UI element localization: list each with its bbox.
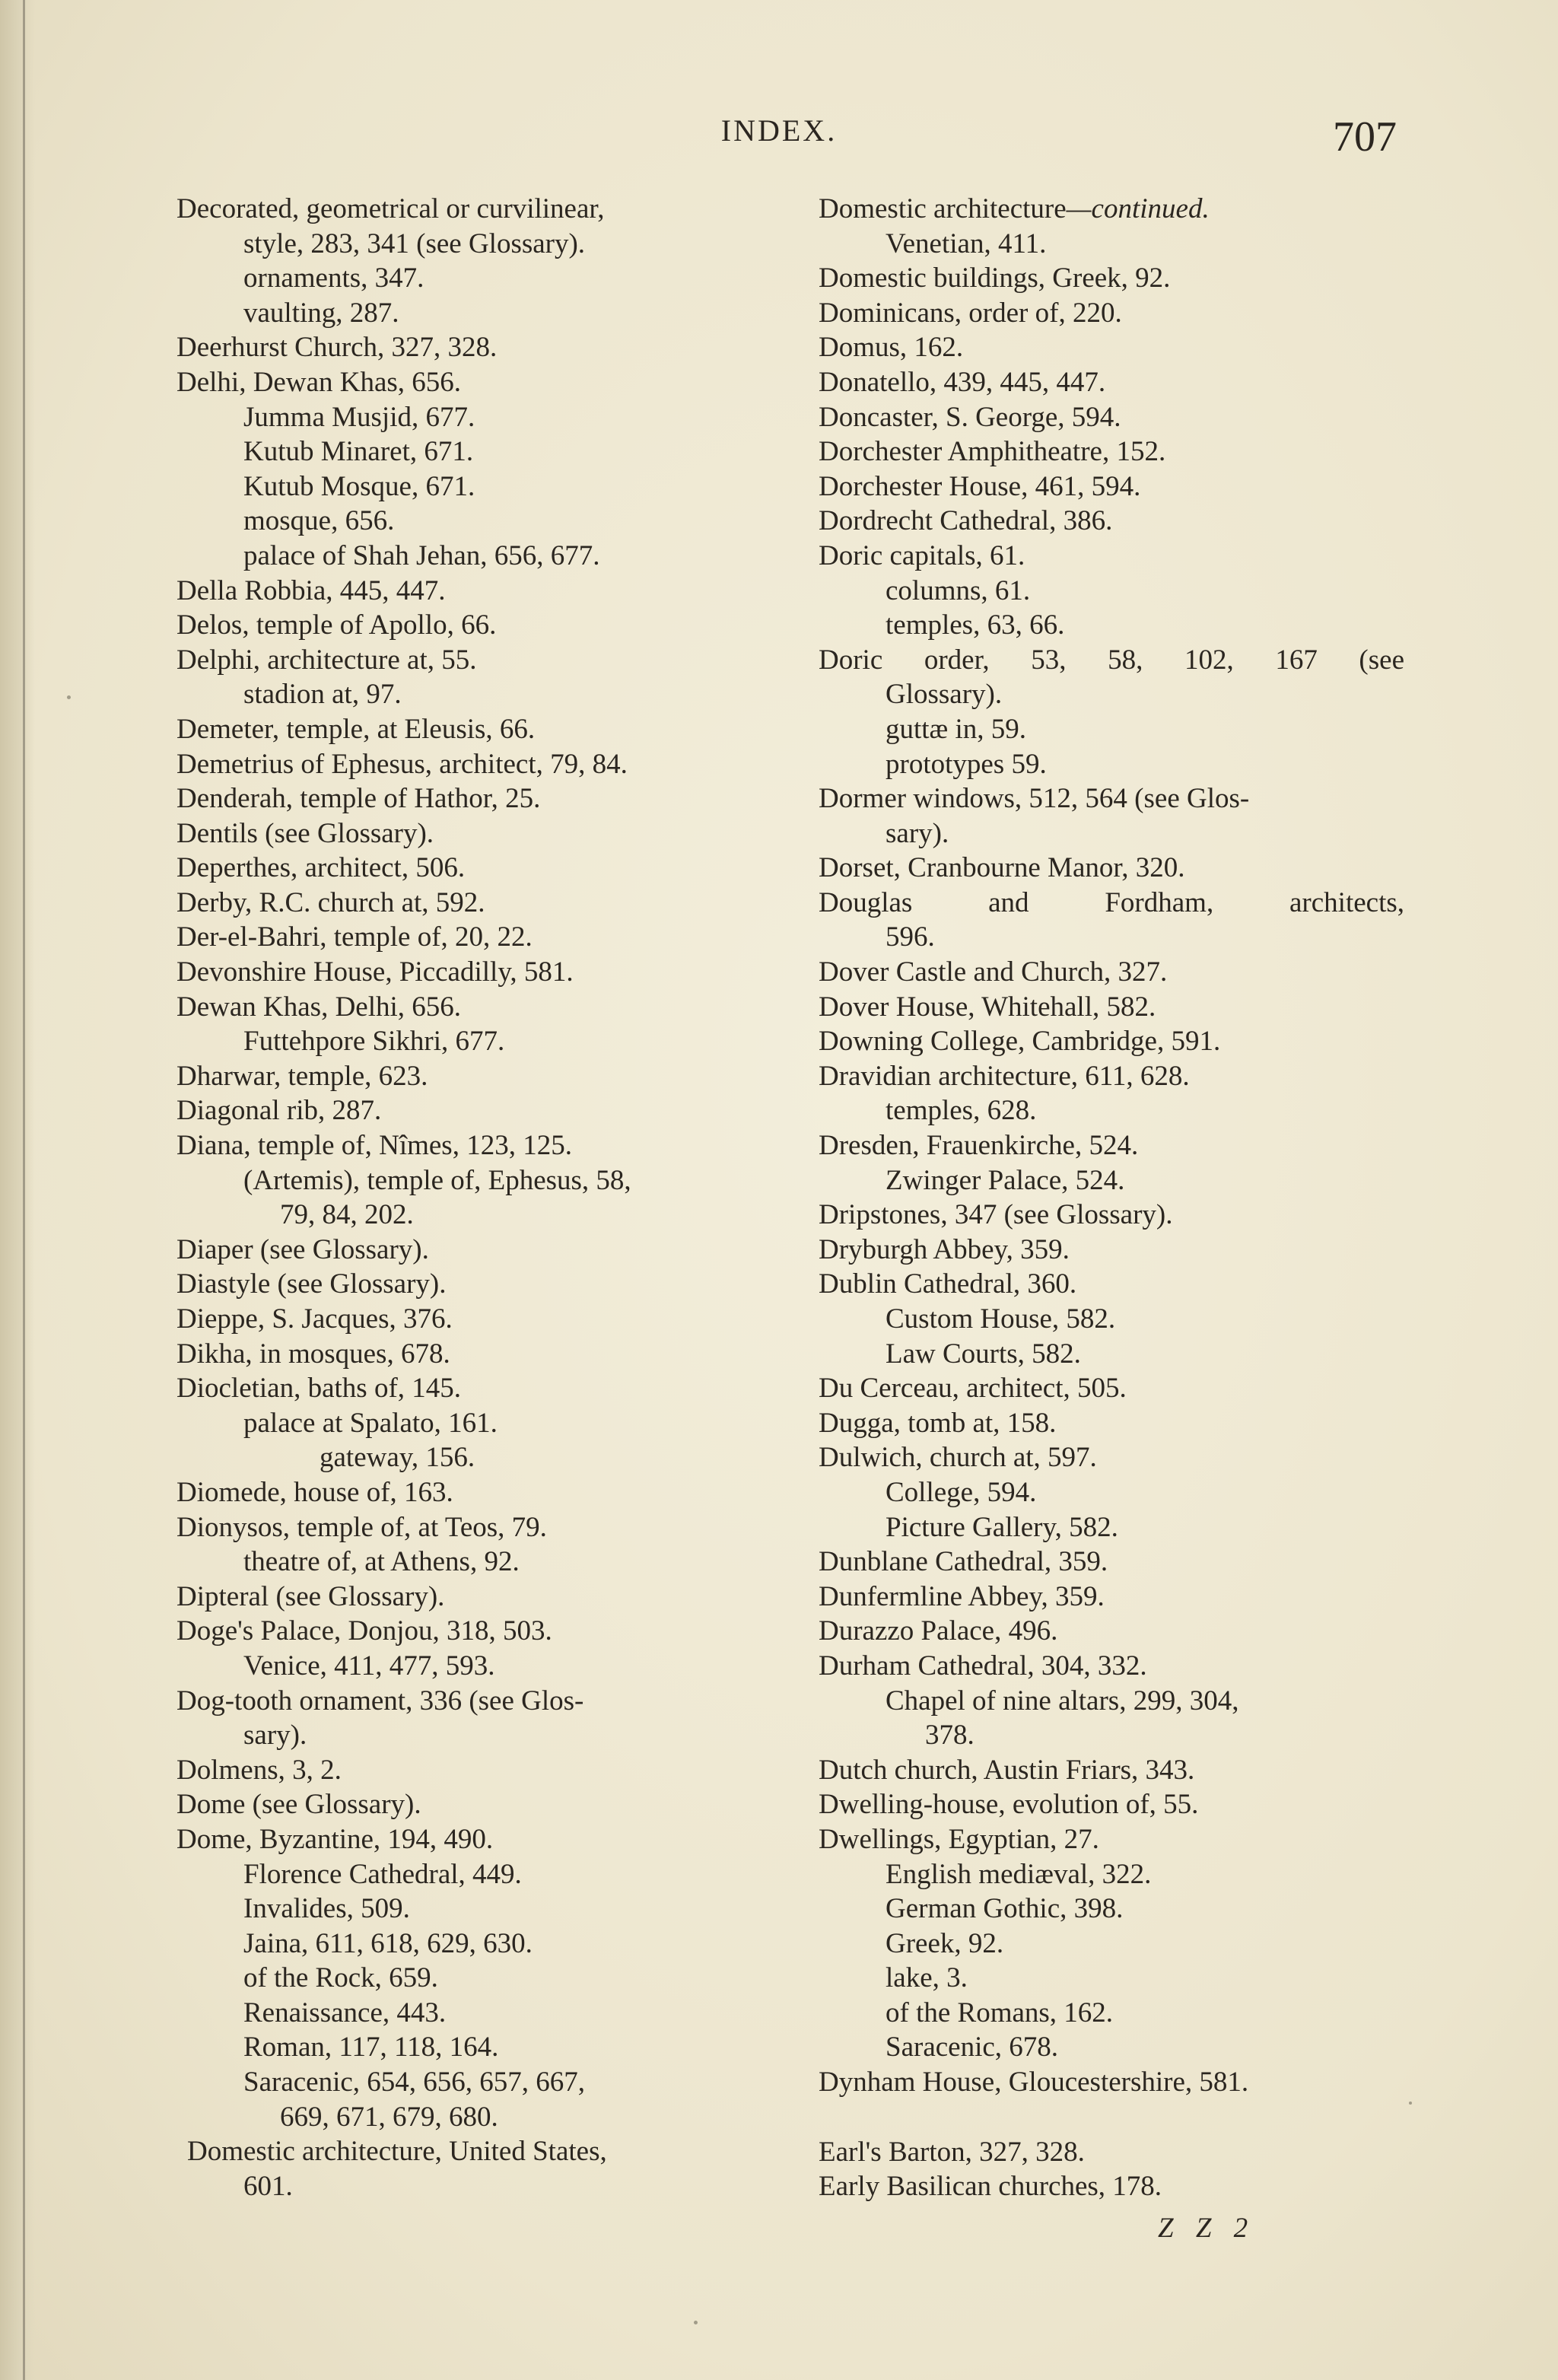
binding-edge	[23, 0, 25, 2380]
index-entry: Delphi, architecture at, 55.	[176, 644, 477, 676]
index-entry: Dwelling-house, evolution of, 55.	[819, 1789, 1199, 1821]
index-subentry: mosque, 656.	[243, 505, 395, 537]
printer-signature-mark: Z Z 2	[1158, 2213, 1256, 2244]
index-subentry: Renaissance, 443.	[243, 1997, 447, 2028]
index-subentry: English mediæval, 322.	[886, 1858, 1152, 1890]
index-subentry: stadion at, 97.	[243, 679, 402, 711]
index-entry: Dome, Byzantine, 194, 490.	[176, 1823, 494, 1855]
index-entry: Dutch church, Austin Friars, 343.	[819, 1754, 1195, 1786]
index-subentry: palace of Shah Jehan, 656, 677.	[243, 539, 600, 571]
index-entry: Deperthes, architect, 506.	[176, 852, 466, 884]
paper-speck	[694, 2321, 698, 2324]
index-entry: Doric order, 53, 58, 102, 167 (see	[819, 644, 1404, 676]
index-entry: Della Robbia, 445, 447.	[176, 574, 446, 606]
index-subentry: Saracenic, 654, 656, 657, 667,	[243, 2067, 586, 2098]
index-entry: Dome (see Glossary).	[176, 1789, 421, 1821]
index-entry-continuation: style, 283, 341 (see Glossary).	[243, 228, 586, 259]
index-entry: Early Basilican churches, 178.	[819, 2171, 1162, 2203]
index-entry: Dorchester Amphitheatre, 152.	[819, 436, 1166, 468]
index-subentry: Kutub Mosque, 671.	[243, 470, 475, 502]
index-subentry: Jaina, 611, 618, 629, 630.	[243, 1927, 533, 1959]
index-subentry: temples, 628.	[886, 1095, 1037, 1127]
index-entry: Du Cerceau, architect, 505.	[819, 1373, 1127, 1405]
index-column-right	[819, 192, 1404, 2204]
index-entry: Dipteral (see Glossary).	[176, 1580, 445, 1612]
index-subentry: prototypes 59.	[886, 748, 1047, 780]
index-entry: Downing College, Cambridge, 591.	[819, 1026, 1221, 1058]
index-entry: Domestic architecture, United States,	[187, 2136, 607, 2168]
index-subentry: vaulting, 287.	[243, 297, 399, 329]
index-entry: Dentils (see Glossary).	[176, 817, 434, 849]
index-entry: Dripstones, 347 (see Glossary).	[819, 1199, 1173, 1231]
binding-gutter	[0, 0, 35, 2380]
index-entry: Dominicans, order of, 220.	[819, 297, 1122, 329]
index-subentry: guttæ in, 59.	[886, 713, 1027, 745]
index-entry: Dormer windows, 512, 564 (see Glos-	[819, 783, 1250, 815]
index-entry: Domus, 162.	[819, 332, 964, 364]
index-entry: Deerhurst Church, 327, 328.	[176, 332, 498, 364]
index-entry: Decorated, geometrical or curvilinear,	[176, 193, 605, 224]
index-entry: Earl's Barton, 327, 328.	[819, 2136, 1085, 2168]
letter-section-break	[819, 2100, 1404, 2135]
index-entry: Dorset, Cranbourne Manor, 320.	[819, 852, 1185, 884]
index-entry: Diomede, house of, 163.	[176, 1476, 453, 1508]
index-entry: Delos, temple of Apollo, 66.	[176, 609, 497, 641]
index-entry: Dulwich, church at, 597.	[819, 1442, 1097, 1474]
index-subentry: (Artemis), temple of, Ephesus, 58,	[243, 1164, 631, 1196]
index-entry: Dieppe, S. Jacques, 376.	[176, 1303, 453, 1335]
index-subentry: lake, 3.	[886, 1962, 968, 1994]
index-entry: Demetrius of Ephesus, architect, 79, 84.	[176, 748, 628, 780]
index-entry-heading	[819, 192, 1404, 227]
page-number: 707	[1333, 113, 1397, 161]
index-subentry: ornaments, 347.	[243, 262, 424, 294]
index-entry: Donatello, 439, 445, 447.	[819, 366, 1106, 398]
index-entry: Durham Cathedral, 304, 332.	[819, 1650, 1147, 1682]
index-entry: Dordrecht Cathedral, 386.	[819, 505, 1113, 537]
index-entry: Durazzo Palace, 496.	[819, 1615, 1058, 1647]
index-subentry: Chapel of nine altars, 299, 304,	[886, 1685, 1239, 1717]
index-entry: Demeter, temple, at Eleusis, 66.	[176, 713, 536, 745]
index-entry: Domestic buildings, Greek, 92.	[819, 262, 1171, 294]
heading-text: Domestic architecture	[819, 193, 1067, 224]
index-entry: Dionysos, temple of, at Teos, 79.	[176, 1511, 547, 1543]
index-entry-continuation: 378.	[925, 1720, 975, 1752]
index-subentry: Greek, 92.	[886, 1927, 1004, 1959]
index-subentry: Florence Cathedral, 449.	[243, 1858, 522, 1890]
index-entry: Dewan Khas, Delhi, 656.	[176, 991, 462, 1023]
index-entry: Dunblane Cathedral, 359.	[819, 1546, 1108, 1578]
index-entry: Dikha, in mosques, 678.	[176, 1338, 450, 1370]
index-entry: Dublin Cathedral, 360.	[819, 1268, 1077, 1300]
index-entry: Doge's Palace, Donjou, 318, 503.	[176, 1615, 552, 1647]
index-subentry: columns, 61.	[886, 574, 1031, 606]
index-subentry: Custom House, 582.	[886, 1303, 1116, 1335]
index-entry-continuation: 79, 84, 202.	[280, 1199, 414, 1231]
index-subentry: Roman, 117, 118, 164.	[243, 2032, 499, 2063]
index-entry: Dover Castle and Church, 327.	[819, 956, 1168, 988]
index-entry: Diocletian, baths of, 145.	[176, 1373, 462, 1405]
index-entry: Derby, R.C. church at, 592.	[176, 886, 485, 918]
index-subentry: Venetian, 411.	[886, 228, 1047, 259]
index-subentry: Saracenic, 678.	[886, 2032, 1059, 2063]
index-entry: Der-el-Bahri, temple of, 20, 22.	[176, 921, 533, 953]
index-entry: Dryburgh Abbey, 359.	[819, 1233, 1070, 1265]
index-entry: Dunfermline Abbey, 359.	[819, 1580, 1105, 1612]
index-entry-continuation: 669, 671, 679, 680.	[280, 2101, 498, 2133]
index-column-left	[176, 192, 777, 2203]
index-subentry: German Gothic, 398.	[886, 1893, 1124, 1925]
index-subentry: Picture Gallery, 582.	[886, 1511, 1118, 1543]
index-subentry: Invalides, 509.	[243, 1893, 410, 1925]
index-entry: Douglas and Fordham, architects,	[819, 886, 1404, 918]
index-entry: Dover House, Whitehall, 582.	[819, 991, 1156, 1023]
paper-speck	[1409, 2102, 1412, 2105]
index-subentry: Zwinger Palace, 524.	[886, 1164, 1125, 1196]
index-entry: Diastyle (see Glossary).	[176, 1268, 447, 1300]
index-subentry: of the Romans, 162.	[886, 1997, 1114, 2028]
index-entry: Delhi, Dewan Khas, 656.	[176, 366, 462, 398]
index-entry: Doncaster, S. George, 594.	[819, 401, 1121, 433]
index-entry: Diaper (see Glossary).	[176, 1233, 429, 1265]
index-subentry: College, 594.	[886, 1476, 1037, 1508]
index-entry-continuation: 596.	[886, 921, 935, 953]
index-entry: Dolmens, 3, 2.	[176, 1754, 342, 1786]
index-entry: Devonshire House, Piccadilly, 581.	[176, 956, 574, 988]
paper-speck	[67, 695, 71, 699]
index-subentry: palace at Spalato, 161.	[243, 1407, 498, 1439]
index-subentry: Kutub Minaret, 671.	[243, 436, 474, 468]
index-entry-continuation: sary).	[886, 817, 949, 849]
index-entry: Dynham House, Gloucestershire, 581.	[819, 2067, 1249, 2098]
running-header: INDEX.	[720, 113, 838, 148]
index-subentry: theatre of, at Athens, 92.	[243, 1546, 520, 1578]
continued-label: —continued.	[1066, 193, 1210, 224]
index-entry: Dravidian architecture, 611, 628.	[819, 1060, 1190, 1092]
index-entry-continuation: sary).	[243, 1720, 307, 1752]
index-entry-continuation: Glossary).	[886, 679, 1003, 711]
index-subentry: Law Courts, 582.	[886, 1338, 1081, 1370]
index-subentry: temples, 63, 66.	[886, 609, 1065, 641]
index-entry: Dog-tooth ornament, 336 (see Glos-	[176, 1685, 584, 1717]
index-entry: Dwellings, Egyptian, 27.	[819, 1823, 1099, 1855]
index-entry-continuation: 601.	[243, 2170, 293, 2202]
index-entry: Diagonal rib, 287.	[176, 1095, 382, 1127]
index-subentry: of the Rock, 659.	[243, 1962, 438, 1994]
index-subentry: gateway, 156.	[320, 1442, 475, 1474]
index-entry: Dresden, Frauenkirche, 524.	[819, 1130, 1139, 1162]
index-entry: Dharwar, temple, 623.	[176, 1060, 428, 1092]
index-entry: Dorchester House, 461, 594.	[819, 470, 1141, 502]
index-entry: Dugga, tomb at, 158.	[819, 1407, 1057, 1439]
index-entry: Doric capitals, 61.	[819, 539, 1025, 571]
index-subentry: Futtehpore Sikhri, 677.	[243, 1026, 505, 1058]
index-subentry: Jumma Musjid, 677.	[243, 401, 475, 433]
index-subentry: Venice, 411, 477, 593.	[243, 1650, 495, 1682]
index-entry: Denderah, temple of Hathor, 25.	[176, 783, 541, 815]
index-entry: Diana, temple of, Nîmes, 123, 125.	[176, 1130, 572, 1162]
